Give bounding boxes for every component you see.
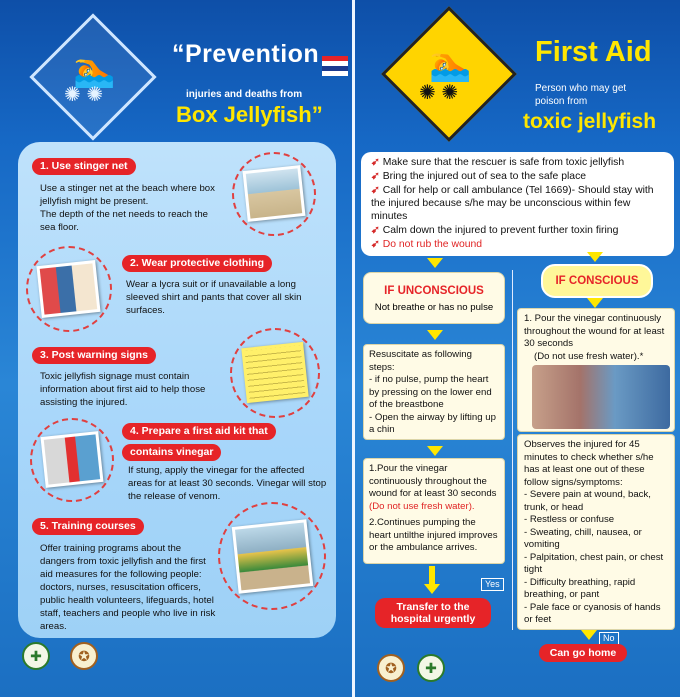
arrow-down [581, 630, 597, 640]
section-5-text: Offer training programs about the dangers from toxic jellyfish and the first aid measures for the following people: doctors, nurses, resuscitation officers, public health volunteers, lifeguards, hotel staff, teachers and people who live in risk areas. [40, 543, 216, 632]
column-divider [512, 270, 513, 630]
section-3-label: 3. Post warning signs [32, 347, 156, 364]
step-bullet: ➹ Call for help or call ambulance (Tel 1669)- Should stay with the injured because s/he may be unconscious within few minutes [371, 185, 654, 222]
swimmer-icon: 🏊 [73, 51, 116, 89]
beach-photo [232, 152, 316, 236]
transfer-hospital-badge: Transfer to the hospital urgently [375, 598, 491, 628]
step-bullet: ➹ Make sure that the rescuer is safe from toxic jellyfish [371, 157, 625, 168]
section-1-text: Use a stinger net at the beach where box jellyfish might be present. The depth of the net needs to reach the sea floor. [40, 183, 215, 233]
swimmer-icon: 🏊 [429, 45, 472, 83]
unconscious-steps-box [363, 458, 505, 564]
unconscious-label: IF UNCONSCIOUS [384, 285, 484, 297]
vinegar-step-unconscious: 1.Pour the vinegar continuously throughout the wound for at least 30 seconds (Do not use fresh water). [369, 463, 497, 512]
training-course-photo [218, 502, 326, 610]
prevention-subtitle: injuries and deaths from [186, 89, 303, 100]
first-aid-panel [355, 0, 680, 697]
ministry-logo: ✚ [22, 642, 50, 670]
step-bullet: ➹ Bring the injured out of sea to the safe place [371, 171, 587, 182]
observe-box [517, 434, 675, 630]
arrow-down [427, 258, 443, 268]
step-bullet-warning: ➹ Do not rub the wound [371, 239, 483, 250]
symptom-item: - Palpitation, chest pain, or chest tight [524, 551, 664, 575]
section-1-label: 1. Use stinger net [32, 158, 136, 175]
section-4-label-2: contains vinegar [122, 444, 221, 461]
symptom-item: - Sweating, chill, nausea, or vomiting [524, 526, 642, 550]
pump-heart-step: 2.Continues pumping the heart untilthe injured improves or the ambulance arrives. [369, 517, 498, 553]
section-2-label: 2. Wear protective clothing [122, 255, 272, 272]
general-steps-box [361, 152, 674, 256]
protective-clothing-photo [26, 246, 112, 332]
arrow-down [427, 330, 443, 340]
symptom-item: - Difficulty breathing, rapid breathing, or pant [524, 576, 636, 600]
vinegar-step-conscious: 1. Pour the vinegar continuously throughout the wound for at least 30 seconds [524, 313, 665, 349]
toxic-jellyfish-title: toxic jellyfish [523, 110, 657, 133]
observe-text: Observes the injured for 45 minutes to check whether s/he has at least one out of these follow signs/symptoms: [524, 439, 654, 488]
jellyfish-icon: ✺ ✺ [64, 84, 104, 106]
resuscitate-box [363, 344, 505, 440]
no-tag: No [599, 632, 619, 645]
jellyfish-icon: ✺ ✺ [419, 82, 459, 104]
arrow-down [424, 584, 440, 594]
prevention-content [18, 142, 336, 638]
unconscious-box [363, 272, 505, 324]
yes-tag: Yes [481, 578, 504, 591]
section-3-text: Toxic jellyfish signage must contain information about first aid to help those assisting the injured. [40, 371, 206, 408]
first-aid-kit-photo [30, 418, 114, 502]
resuscitate-item-2: - Open the airway by lifting up a chin [369, 411, 496, 435]
symptom-item: - Severe pain at wound, back, trunk, or head [524, 489, 651, 513]
section-4-text: If stung, apply the vinegar for the affected areas for at least 30 seconds. Vinegar will stop the release of venom. [128, 465, 327, 502]
step-bullet: ➹ Calm down the injured to prevent further toxin firing [371, 225, 619, 236]
first-aid-subtitle: Person who may get poison from [535, 83, 627, 107]
warning-sign-photo [230, 328, 320, 418]
section-2-text: Wear a lycra suit or if unavailable a long sleeved shirt and pants that cover all skin surfaces. [126, 279, 302, 316]
first-aid-title: First Aid [535, 36, 652, 68]
go-home-badge: Can go home [539, 644, 627, 662]
section-4-label: 4. Prepare a first aid kit that [122, 423, 276, 440]
box-jellyfish-title: Box Jellyfish” [176, 102, 323, 127]
prevention-title: “Prevention [172, 40, 320, 68]
unconscious-desc: Not breathe or has no pulse [374, 302, 494, 313]
section-5-label: 5. Training courses [32, 518, 144, 535]
department-logo: ✪ [377, 654, 405, 682]
arrow-stem [429, 566, 435, 586]
ministry-logo: ✚ [417, 654, 445, 682]
conscious-label: IF CONSCIOUS [541, 264, 653, 298]
symptom-item: - Restless or confuse [524, 514, 615, 525]
arrow-down [587, 252, 603, 262]
conscious-step-box [517, 308, 675, 432]
vinegar-warning-conscious: (Do not use fresh water).* [534, 350, 644, 362]
flag-stripe [322, 56, 348, 76]
resuscitate-title: Resuscitate as following steps: [369, 349, 472, 373]
arrow-down [587, 298, 603, 308]
department-logo: ✪ [70, 642, 98, 670]
arrow-down [427, 446, 443, 456]
wound-photo [532, 365, 670, 429]
symptom-item: - Pale face or cyanosis of hands or feet [524, 601, 661, 625]
resuscitate-item-1: - if no pulse, pump the heart by pressing on the lower end of the breastbone [369, 374, 492, 410]
